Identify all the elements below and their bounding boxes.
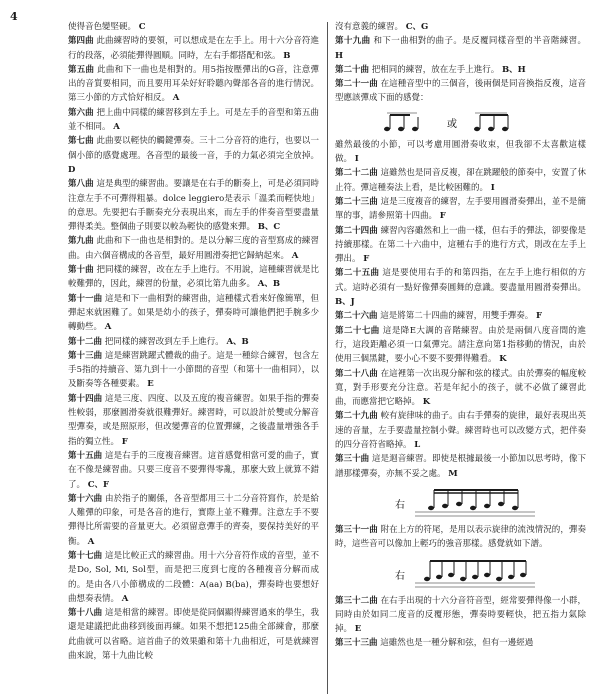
etude-number: 第三十曲 (335, 454, 370, 465)
etude-commentary (68, 292, 319, 335)
commentary-text: 這是要使用右手的和第四指，在左手上進行相似的方式。這時必須有一點好像彈奏圓舞的意識。要盡量用圓滑奏彈出。 (335, 268, 586, 293)
etude-number: 第十四曲 (68, 393, 103, 404)
etude-commentary (68, 34, 319, 63)
etude-commentary (335, 138, 586, 167)
note-head (488, 127, 494, 131)
difficulty-grade: A、B (257, 279, 280, 290)
etude-commentary (68, 492, 319, 549)
etude-number: 第二十五曲 (335, 268, 380, 279)
difficulty-grade: I (490, 182, 495, 193)
note-head (448, 572, 454, 576)
difficulty-grade: B、J (335, 297, 355, 308)
note-head (512, 506, 518, 510)
difficulty-grade: D (68, 164, 76, 175)
etude-number: 第二十八曲 (335, 368, 378, 379)
commentary-text: 此曲和下一曲也是相對的。用5指按壓彈出的G音，注意彈出的音質要相同，而且要用耳朵好好聆聽內聲部各音的進行情況。第三小節的方式恰好相反。 (68, 64, 319, 104)
etude-commentary (68, 106, 319, 135)
etude-commentary (335, 77, 586, 106)
commentary-text: 把相同的練習，放在左手上進行。 (371, 64, 500, 75)
commentary-text: 這是比較正式的練習曲。用十六分音符作成的音型，並不是Do, Sol, Mi, Sol型，而是把三度到七度的各種複音分解而成的。是由各八小節構成的二段體：A(aa) B(ba)，彈奏時也要想好曲想奏表情。 (68, 550, 319, 604)
note-head (472, 574, 478, 578)
etude-commentary (68, 234, 319, 263)
etude-number: 第三十一曲 (335, 524, 378, 535)
commentary-text: 這雖然也是同音反複，卻在跳躍般的節奏中，安置了休止符。彈這種奏法上看，是比較困難的。 (335, 168, 586, 193)
commentary-text: 這是相當的練習。即使是從同個顯得練習過來的學生，我還是建議把此曲移到後面再練。如果不想把125曲全部練會，那麼此曲就可以省略。這首曲子的效果雖和第十九曲相近，可是就練習曲來說，第十九曲比較 (68, 608, 319, 662)
commentary-text: 使得音色變堅硬。 (68, 22, 137, 32)
note-head (498, 502, 504, 506)
right-hand-label: 右 (395, 499, 405, 511)
commentary-text: 練習內容雖然和上一曲一樣，但右手的彈法，卻要像是持續那樣。在第二十六曲中，這種右手的進行方式，則改在左手上彈出。 (335, 225, 586, 265)
note-head (502, 127, 508, 131)
commentary-text: 把上曲中同樣的練習移到左手上。可是左手的音型和第五曲並不相同。 (68, 107, 319, 133)
difficulty-grade: H (335, 50, 344, 61)
commentary-text: 這是和下一曲相對的練習曲，這種樣式看來好像簡單，但彈起來就困難了。如果是幼小的孩子，彈奏時可讓他們把手腕多少轉動些。 (68, 293, 319, 333)
etude-commentary (68, 349, 319, 392)
etude-commentary (335, 166, 586, 195)
commentary-text: 把同樣的練習改到左手上進行。 (104, 336, 224, 347)
music-notation-n3 (335, 555, 586, 591)
difficulty-grade: A (121, 593, 129, 604)
etude-commentary (68, 449, 319, 492)
etude-commentary (335, 309, 586, 323)
etude-number: 第八曲 (68, 179, 94, 190)
etude-number: 第二十七曲 (335, 325, 380, 336)
etude-commentary (68, 63, 319, 106)
difficulty-grade: A (291, 250, 299, 261)
etude-commentary (68, 606, 319, 663)
etude-commentary (335, 636, 586, 650)
etude-commentary (335, 195, 586, 224)
commentary-text: 在這裡第一次出現分解和弦的樣式。由於彈奏的幅度較寬，對手形要充分注意。若是年紀小的孩子，就不必做了練習此曲，而應當把它略掉。 (335, 368, 586, 408)
note-head (474, 127, 480, 131)
etude-commentary (335, 324, 586, 367)
etude-commentary (335, 20, 586, 34)
difficulty-grade: I (354, 154, 359, 165)
etude-number: 第十曲 (68, 265, 94, 276)
left-column (68, 20, 319, 696)
commentary-text: 此曲練習時的要領，可以想成是在左手上。用十六分音符進行的段落，必須能彈得圓順。同時，左右手都搭配和弦。 (68, 36, 319, 61)
note-head (436, 574, 442, 578)
etude-commentary (68, 20, 319, 34)
etude-commentary (335, 266, 586, 309)
etude-commentary (68, 134, 319, 177)
commentary-text: 這是右手的三度複音練習。這首感覺相當可愛的曲子，實在不像是練習曲。只要三度音不要彈得零亂，那麼大致上就算不錯了。 (68, 450, 319, 490)
commentary-text: 由於指子的關係，各音型都用三十二分音符寫作，於是給人難彈的印象，可是各音的進行，實際上並不難彈。注意左手不要彈得比所需要的音量更大。必須留意彈手的齊奏，要保持美好的平衡。 (68, 493, 319, 547)
right-hand-label: 右 (395, 570, 405, 582)
music-example (335, 484, 586, 520)
commentary-text: 這是三度、四度、以及五度的複音練習。如果手指的彈奏性較弱，那麼圓滑奏就很難彈好。練習時，可以設計於雙或分解音型彈奏，或是照原形，但改變彈音的位置彈練，之後盡量增強各手指的獨立性。 (68, 393, 319, 447)
commentary-text: 這是迴音練習。即使是根據最後一小節加以思考時，像下譜那樣彈奏，亦無不妥之處。 (335, 454, 586, 479)
etude-commentary (68, 263, 319, 292)
etude-number: 第七曲 (68, 136, 94, 147)
etude-number: 第二十三曲 (335, 196, 378, 207)
etude-number: 第十六曲 (68, 493, 103, 504)
music-notation-n1 (335, 109, 586, 135)
note-head (470, 506, 476, 510)
etude-commentary (335, 367, 586, 410)
note-head (484, 504, 490, 508)
etude-number: 第二十曲 (335, 64, 370, 75)
difficulty-grade: F (121, 436, 128, 447)
difficulty-grade: F (363, 254, 370, 265)
note-head (384, 127, 390, 131)
commentary-text: 此曲要以輕快的觸鍵彈奏。三十二分音符的進行，也要以一個小節的感覺處理。各音型的最後一音，手的力氣必須完全放掉。 (68, 136, 319, 161)
difficulty-grade: C、G (405, 22, 429, 32)
etude-commentary (335, 523, 586, 552)
commentary-text: 在右手出現的十六分音符音型，經常要彈得像一小群，同時由於如同二度音的反覆形態，彈奏時要輕快，把五指力氣除掉。 (335, 595, 586, 635)
commentary-text: 這雖然也是一種分解和弦，但有一邊經過 (380, 638, 534, 649)
etude-commentary (68, 549, 319, 606)
etude-commentary (68, 392, 319, 449)
difficulty-grade: A (113, 122, 120, 133)
difficulty-grade: B (283, 50, 291, 61)
note-head (412, 127, 418, 131)
difficulty-grade: A、B (226, 336, 249, 347)
note-head (460, 576, 466, 580)
difficulty-grade: C、F (87, 479, 110, 490)
commentary-text: 附在上方的符尾，是用以表示旋律的流洩情況的，彈奏時，這些音可以像加上輕巧的強音那樣。感覺就如下譜。 (335, 524, 586, 550)
note-head (424, 576, 430, 580)
commentary-text: 這是將第二十四曲的練習，用雙手彈奏。 (380, 311, 534, 322)
difficulty-grade: E (147, 379, 154, 390)
etude-commentary (335, 34, 586, 63)
note-head (484, 572, 490, 576)
commentary-text: 這是典型的練習曲。要讓是在右手的斷奏上，可是必須同時注意左手不可彈得粗暴。dolce leggiero是表示「溫柔而輕快地」的意思。先要把右手斷奏充分表現出來，而左手的伴奏音型要盡量彈得柔美。整個曲子則要以較為輕快的感覺來彈。 (68, 179, 319, 233)
difficulty-grade: A (87, 536, 95, 547)
etude-number: 第十三曲 (68, 350, 103, 361)
note-head (442, 504, 448, 508)
difficulty-grade: C (138, 22, 146, 32)
etude-number: 第二十二曲 (335, 168, 378, 179)
etude-number: 第三十二曲 (335, 595, 378, 606)
note-head (428, 506, 434, 510)
commentary-text: 和下一曲相對的曲子。是反覆同樣音型的半音階練習。 (373, 36, 586, 47)
etude-number: 第四曲 (68, 36, 94, 47)
right-column (335, 20, 586, 696)
etude-commentary (68, 177, 319, 234)
difficulty-grade: K (422, 397, 431, 408)
difficulty-grade: M (448, 468, 458, 479)
etude-number: 第二十六曲 (335, 311, 378, 322)
etude-number: 第二十四曲 (335, 225, 378, 236)
etude-number: 第二十一曲 (335, 79, 378, 90)
difficulty-grade: B、C (257, 222, 281, 233)
etude-commentary (335, 409, 586, 452)
etude-commentary (335, 452, 586, 481)
commentary-text: 這是三度複音的練習，左手要用圓滑奏彈出，並不是簡單的事，請參照第十四曲。 (335, 196, 586, 222)
etude-commentary (335, 594, 586, 637)
column-divider (327, 22, 328, 694)
text-columns (68, 20, 590, 696)
etude-number: 第十九曲 (335, 36, 371, 47)
note-head (456, 502, 462, 506)
etude-commentary (68, 335, 319, 349)
difficulty-grade: L (414, 440, 421, 451)
difficulty-grade: A (104, 322, 112, 333)
commentary-text: 把同樣的練習，改在左手上進行。不用說，這種練習就是比較難彈的，因此，練習的份量，必須比第九曲多。 (68, 265, 319, 290)
etude-commentary (335, 224, 586, 267)
notation-or-label: 或 (447, 118, 457, 130)
commentary-text: 此曲和下一曲也是相對的。是以分解三度的音型寫成的練習曲。由六個音構成的各音型，最好用圓滑奏把它歸納起來。 (68, 236, 319, 261)
etude-number: 第六曲 (68, 107, 94, 118)
commentary-text: 沒有意義的練習。 (335, 22, 404, 32)
commentary-text: 較有旋律味的曲子。由右手彈奏的旋律，最好表現出英速的音量，左手要盡量控制小聲。練習時也可以改變方式，把伴奏的四分音符省略掉。 (335, 411, 586, 451)
difficulty-grade: A (172, 93, 180, 104)
difficulty-grade: F (439, 211, 446, 222)
page-number: 4 (10, 10, 18, 23)
etude-number: 第三十三曲 (335, 638, 378, 649)
difficulty-grade: F (535, 311, 542, 322)
difficulty-grade: B、H (501, 64, 526, 75)
note-head (398, 127, 404, 131)
etude-number: 第十二曲 (68, 336, 103, 347)
difficulty-grade: E (354, 624, 362, 635)
music-example (335, 109, 586, 135)
etude-number: 第十五曲 (68, 450, 103, 461)
etude-commentary (335, 63, 586, 77)
etude-number: 第五曲 (68, 64, 95, 75)
commentary-text: 這是練習跳躍式體裁的曲子。這是一種綜合練習，包含左手5指的持續音、第九到十一小節間的音型（和第十一曲相同），以及斷奏等各種要素。 (68, 350, 319, 390)
etude-number: 第九曲 (68, 236, 94, 247)
note-head (508, 574, 514, 578)
commentary-text: 在這種音型中的三個音，後兩個是同音換指反複，這音型應該彈成下面的感覺： (335, 79, 586, 104)
etude-number: 第十一曲 (68, 293, 103, 304)
music-notation-n2 (335, 484, 586, 520)
etude-number: 第十七曲 (68, 550, 103, 561)
difficulty-grade: K (499, 354, 507, 365)
note-head (520, 572, 526, 576)
etude-number: 第二十九曲 (335, 411, 378, 422)
etude-number: 第十八曲 (68, 608, 103, 619)
note-head (496, 576, 502, 580)
music-example (335, 555, 586, 591)
commentary-text: 雖然最後的小節，可以考慮用圓滑奏收束，但我卻不太喜歡這樣做。 (335, 139, 586, 165)
commentary-text: 這是降E大調的音階練習。由於是兩個八度音間的進行，這段距離必須一口氣彈完。請注意向第1指移動的情況，由於使用三個黑鍵，要小心不要不要彈得難看。 (335, 325, 586, 365)
